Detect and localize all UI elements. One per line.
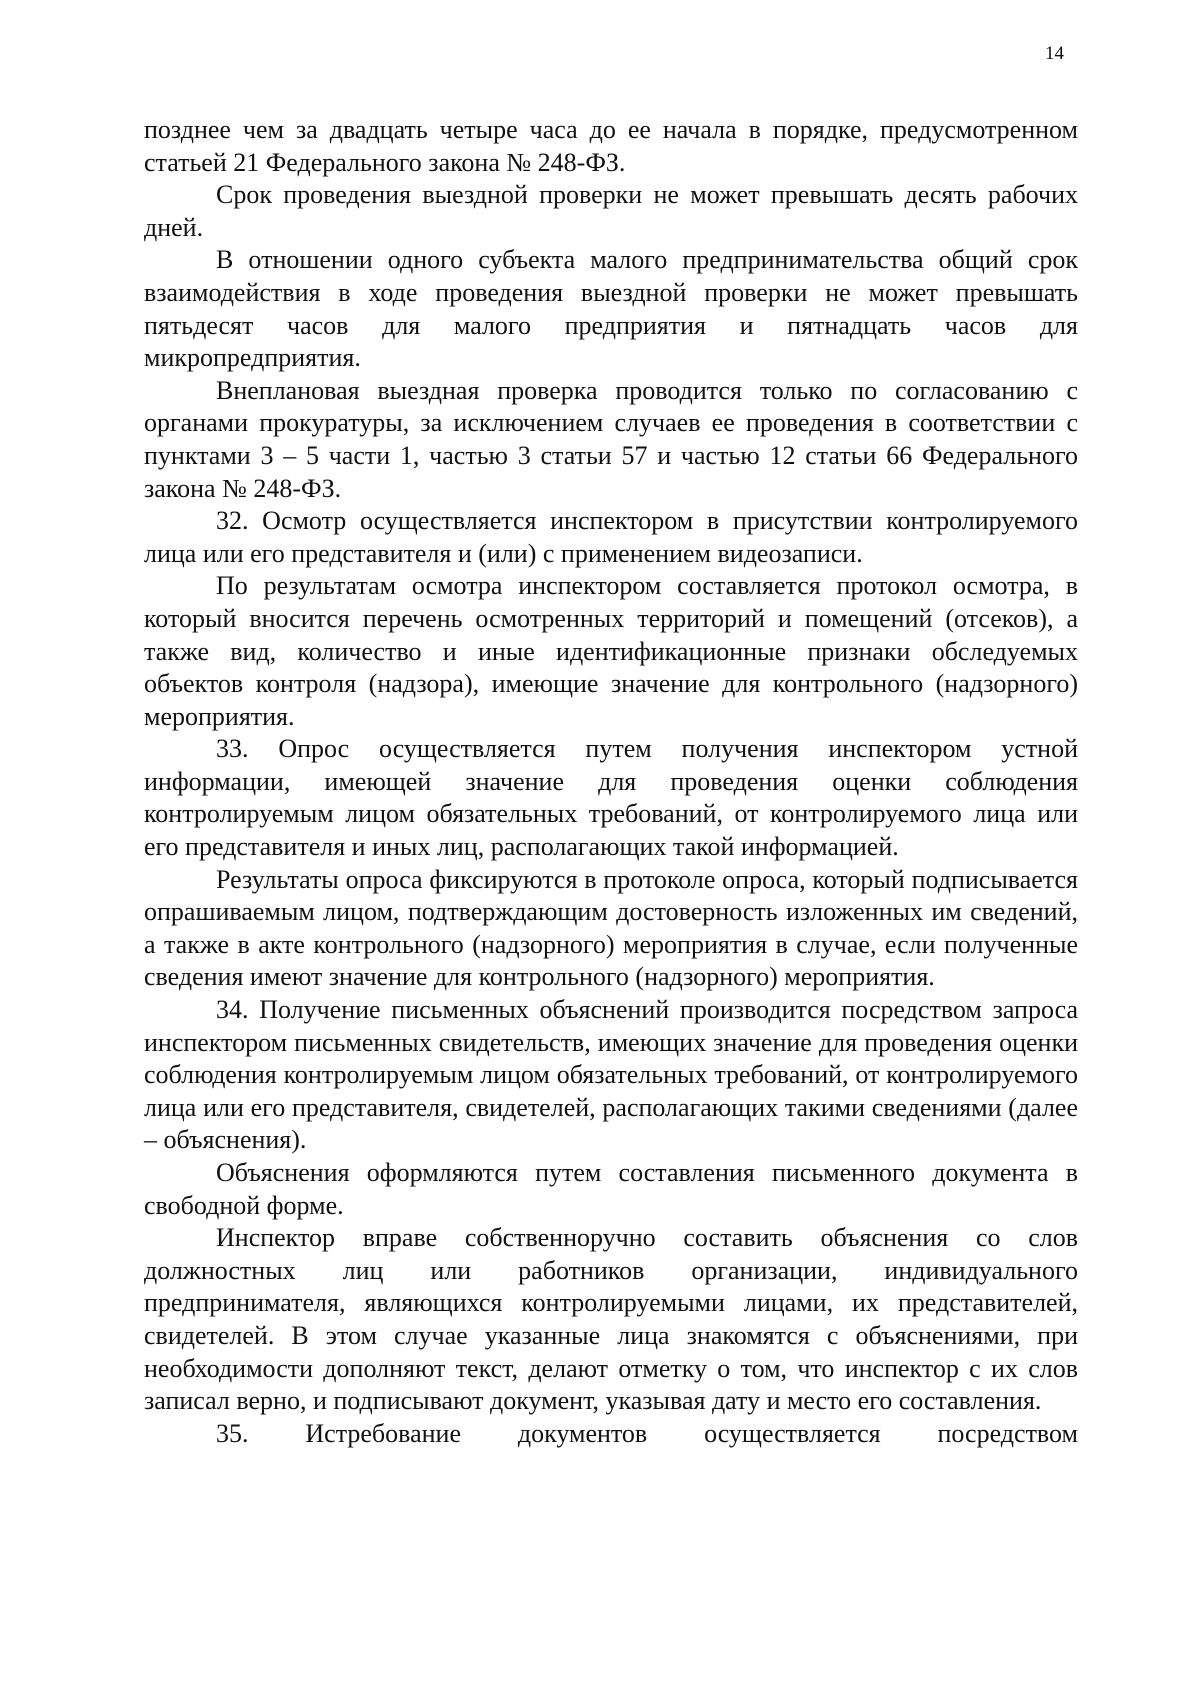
paragraph: По результатам осмотра инспектором составляется протокол осмотра, в который вносится перечень осмотренных территорий и помещений (отсеков), а также вид, количество и иные идентификационные признаки обследуемых объектов контроля (надзора), имеющие значение для контрольного (надзорного) мероприятия. bbox=[144, 571, 1078, 731]
document-body bbox=[144, 114, 1078, 1450]
paragraph: 32. Осмотр осуществляется инспектором в присутствии контролируемого лица или его представителя и (или) с применением видеозаписи. bbox=[144, 506, 1078, 568]
paragraph: Результаты опроса фиксируются в протоколе опроса, который подписывается опрашиваемым лицом, подтверждающим достоверность изложенных им сведений, а также в акте контрольного (надзорного) мероприятия в случае, если полученные сведения имеют значение для контрольного (надзорного) мероприятия. bbox=[144, 864, 1078, 992]
paragraph: Внеплановая выездная проверка проводится только по согласованию с органами прокуратуры, за исключением случаев ее проведения в соответствии с пунктами 3 – 5 части 1, частью 3 статьи 57 и частью 12 статьи 66 Федерального закона № 248-ФЗ. bbox=[144, 375, 1078, 503]
paragraph: В отношении одного субъекта малого предпринимательства общий срок взаимодействия в ходе проведения выездной проверки не может превышать пятьдесят часов для малого предприятия и пятнадцать часов для микропредприятия. bbox=[144, 245, 1078, 373]
page-number: 14 bbox=[1045, 43, 1064, 64]
paragraph: 35. Истребование документов осуществляется посредством bbox=[216, 1418, 1078, 1448]
paragraph: 34. Получение письменных объяснений производится посредством запроса инспектором письменных свидетельств, имеющих значение для проведения оценки соблюдения контролируемым лицом обязательных требований, от контролируемого лица или его представителя, свидетелей, располагающих такими сведениями (далее – объяснения). bbox=[144, 995, 1078, 1155]
paragraph: 33. Опрос осуществляется путем получения инспектором устной информации, имеющей значение для проведения оценки соблюдения контролируемым лицом обязательных требований, от контролируемого лица или его представителя и иных лиц, располагающих такой информацией. bbox=[144, 734, 1078, 862]
paragraph: позднее чем за двадцать четыре часа до ее начала в порядке, предусмотренном статьей 21 Федерального закона № 248-ФЗ. bbox=[144, 115, 1078, 177]
paragraph: Инспектор вправе собственноручно составить объяснения со слов должностных лиц или работников организации, индивидуального предпринимателя, являющихся контролируемыми лицами, их представителей, свидетелей. В этом случае указанные лица знакомятся с объяснениями, при необходимости дополняют текст, делают отметку о том, что инспектор с их слов записал верно, и подписывают документ, указывая дату и место его составления. bbox=[144, 1223, 1078, 1416]
paragraph: Срок проведения выездной проверки не может превышать десять рабочих дней. bbox=[144, 180, 1078, 242]
paragraph: Объяснения оформляются путем составления письменного документа в свободной форме. bbox=[144, 1158, 1078, 1220]
